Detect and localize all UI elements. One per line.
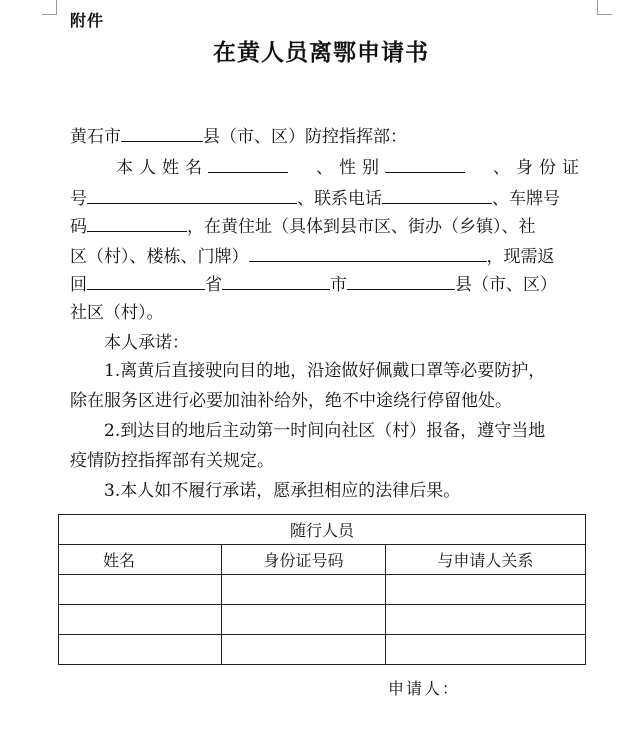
table-cell[interactable] [59,575,222,605]
addressee-line [70,122,407,152]
address-label-a: ，在黄住址（具体到县市区、街办（乡镇）、社 [187,217,536,237]
companions-table-title: 随行人员 [59,515,586,545]
table-cell[interactable] [59,635,222,665]
attachment-label: 附件 [70,11,105,30]
name-blank-field[interactable] [208,154,288,173]
page-title: 在黄人员离鄂申请书 [213,39,429,66]
province-blank-field[interactable] [87,271,205,290]
id-label-part1: 、身份证 [493,158,585,178]
companions-table [58,514,586,665]
promise-item-2b: 疫情防控指挥部有关规定。 [70,451,274,471]
county-blank-field[interactable] [121,123,203,142]
column-header-name: 姓名 [59,545,222,575]
name-label: 本人姓名 [116,158,208,178]
table-cell[interactable] [222,635,385,665]
table-row [59,605,586,635]
promise-heading: 本人承诺： [104,333,189,353]
county-dest-blank-field[interactable] [347,271,455,290]
city-label: 市 [330,275,347,295]
table-cell[interactable] [385,605,585,635]
applicant-signature-label: 申请人： [388,679,461,698]
gender-blank-field[interactable] [385,154,465,173]
phone-label: 、联系电话 [297,189,382,209]
county-label: 县（市、区） [455,275,557,295]
table-row [59,635,586,665]
id-number-blank-field[interactable] [87,185,297,204]
community-label: 社区（村）。 [70,303,164,323]
city-blank-field[interactable] [222,271,330,290]
plate-address-line [70,212,536,242]
promise-item-1a: 1.离黄后直接驶向目的地，沿途做好佩戴口罩等必要防护， [104,361,546,381]
province-label: 省 [205,275,222,295]
address-return-line [70,242,555,272]
addressee-suffix: 县（市、区）防控指挥部： [203,127,407,147]
promise-item-3: 3.本人如不履行承诺，愿承担相应的法律后果。 [104,481,461,501]
table-cell[interactable] [385,575,585,605]
id-label-part2: 号 [70,189,87,209]
plate-label-part1: 、车牌号 [492,189,560,209]
table-cell[interactable] [222,605,385,635]
address-label-b: 区（村）、楼栋、门牌） [70,247,249,267]
destination-line [70,270,557,300]
name-gender-line [70,153,585,183]
return-label-a: ，现需返 [486,247,555,267]
column-header-relation: 与申请人关系 [385,545,585,575]
id-phone-line [70,184,560,214]
return-label-b: 回 [70,275,87,295]
page-corner-mark-left [42,0,57,15]
page-corner-mark-right [597,0,612,15]
companions-header-row [59,545,586,575]
promise-item-1b: 除在服务区进行必要加油补给外，绝不中途绕行停留他处。 [70,391,512,411]
address-blank-field[interactable] [249,243,487,262]
gender-label: 、性别 [316,158,385,178]
table-cell[interactable] [222,575,385,605]
promise-item-2a: 2.到达目的地后主动第一时间向社区（村）报备，遵守当地 [104,421,546,441]
table-row [59,575,586,605]
community-line [70,298,164,328]
plate-label-part2: 码 [70,217,87,237]
phone-blank-field[interactable] [382,185,492,204]
plate-blank-field[interactable] [87,213,187,232]
table-cell[interactable] [59,605,222,635]
addressee-prefix: 黄石市 [70,127,121,147]
column-header-id: 身份证号码 [222,545,385,575]
table-cell[interactable] [385,635,585,665]
